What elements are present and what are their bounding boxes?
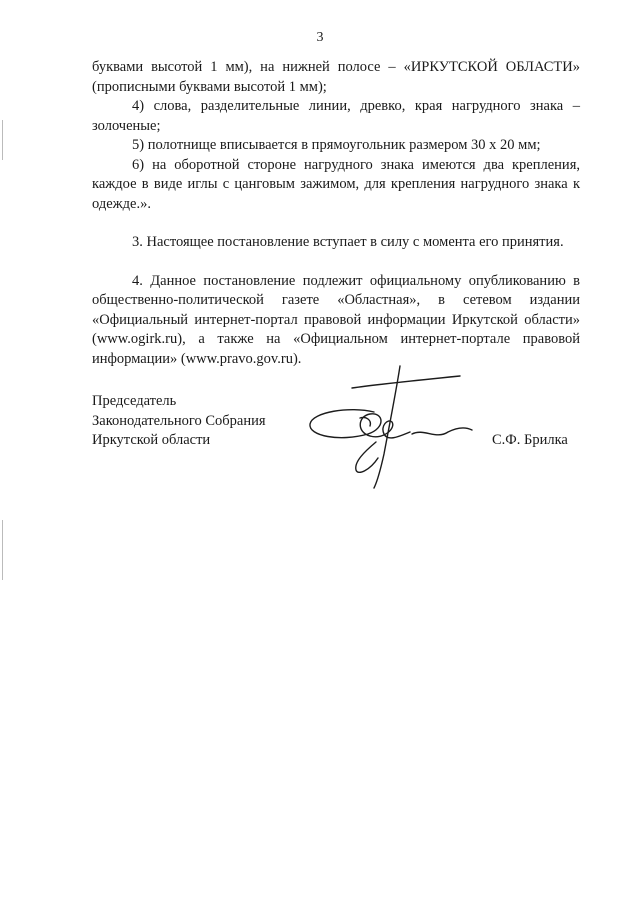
list-item-6: 6) на оборотной стороне нагрудного знака имеются два крепления, каждое в виде иглы с цанговым зажимом, для крепления нагрудного знака к одежде.». [92,156,580,212]
page-number: 3 [316,30,324,45]
list-item-5: 5) полотнище вписывается в прямоугольник размером 30 х 20 мм; [132,137,541,153]
continuation-line: (прописными буквами высотой 1 мм); [92,78,327,95]
list-item-4: 4) слова, разделительные линии, древко, края нагрудного знака – золоченые; [92,98,580,134]
signer-name: С.Ф. Брилка [492,432,568,448]
continuation-line: буквами высотой 1 мм), на нижней полосе – «ИРКУТСКОЙ ОБЛАСТИ» [92,59,580,75]
paragraph-point-4: 4. Данное постановление подлежит официальному опубликованию в общественно-политической газете «Областная», в сетевом издании «Официальный интернет-портал правовой информации Иркутской области» (www.ogirk.ru), а также на «Официальном интернет-портале правовой информации» (www.pravo.gov.ru). [92,272,580,367]
signatory-title-line: Председатель [92,393,177,409]
signatory-title-line: Законодательного Собрания [92,412,266,429]
signatory-title [92,392,266,451]
paragraph-point-3: 3. Настоящее постановление вступает в силу с момента его принятия. [132,234,564,250]
document-body [92,58,580,369]
scan-edge-mark [2,520,3,580]
handwritten-signature [300,362,490,492]
scan-edge-mark [2,120,3,160]
signatory-title-line: Иркутской области [92,432,211,448]
